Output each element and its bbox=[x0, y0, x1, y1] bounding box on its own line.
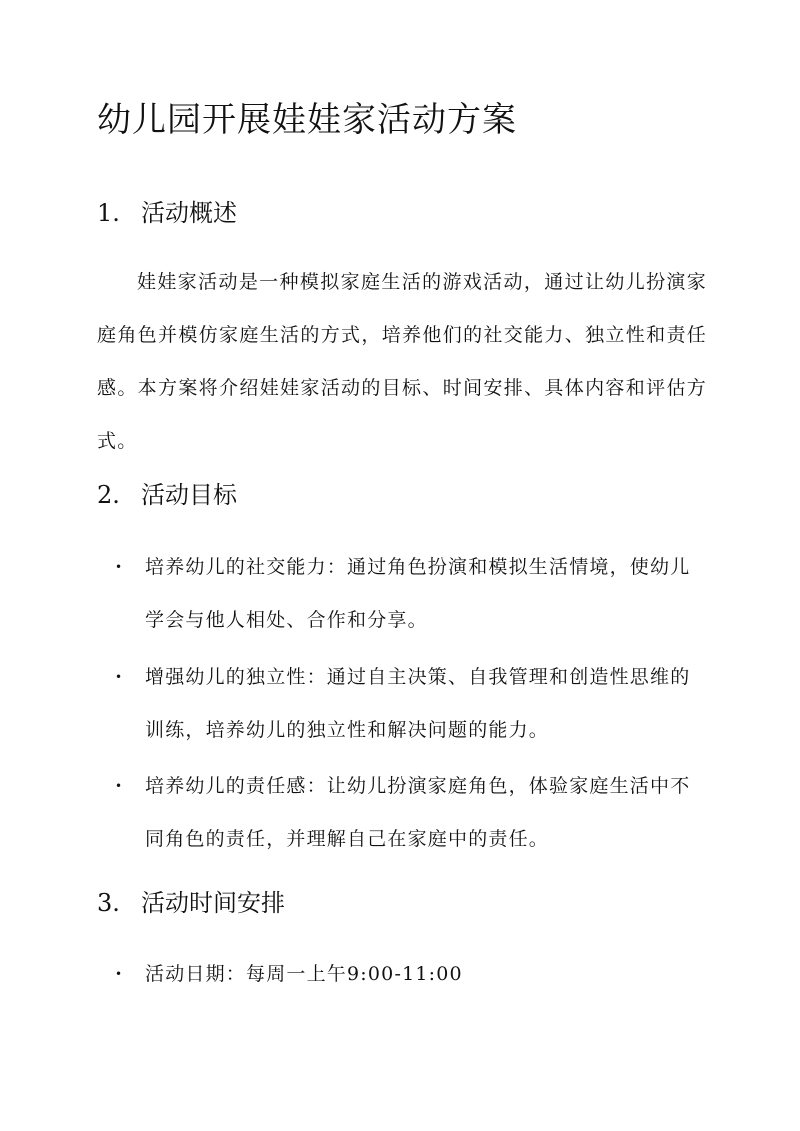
bullet-icon: • bbox=[115, 670, 124, 684]
schedule-bullet-date bbox=[115, 948, 695, 1001]
bullet-text: 培养幼儿的责任感：让幼儿扮演家庭角色，体验家庭生活中不同角色的责任，并理解自己在家庭中的责任。 bbox=[145, 775, 691, 850]
section-number: 3. bbox=[97, 889, 120, 917]
bullet-text: 活动日期：每周一上午9:00-11:00 bbox=[145, 963, 463, 985]
goal-bullet-responsibility bbox=[115, 760, 695, 866]
section-number: 2. bbox=[97, 481, 120, 509]
bullet-icon: • bbox=[115, 779, 124, 793]
section-title: 活动概述 bbox=[141, 199, 237, 227]
section-heading-overview bbox=[97, 196, 237, 230]
goal-bullet-independence bbox=[115, 651, 695, 757]
bullet-icon: • bbox=[115, 967, 124, 981]
bullet-text: 增强幼儿的独立性：通过自主决策、自我管理和创造性思维的训练，培养幼儿的独立性和解决问题的能力。 bbox=[145, 666, 691, 741]
section-title: 活动目标 bbox=[141, 481, 237, 509]
goal-bullet-social bbox=[115, 541, 695, 647]
section-heading-goals bbox=[97, 478, 237, 512]
overview-paragraph: 娃娃家活动是一种模拟家庭生活的游戏活动，通过让幼儿扮演家庭角色并模仿家庭生活的方式，培养他们的社交能力、独立性和责任感。本方案将介绍娃娃家活动的目标、时间安排、具体内容和评估方式。 bbox=[97, 271, 707, 452]
bullet-icon: • bbox=[115, 560, 124, 574]
section-title: 活动时间安排 bbox=[141, 889, 285, 917]
bullet-text: 培养幼儿的社交能力：通过角色扮演和模拟生活情境，使幼儿学会与他人相处、合作和分享。 bbox=[145, 556, 691, 631]
section-number: 1. bbox=[97, 199, 120, 227]
section-heading-schedule bbox=[97, 886, 285, 920]
document-title: 幼儿园开展娃娃家活动方案 bbox=[97, 100, 517, 140]
